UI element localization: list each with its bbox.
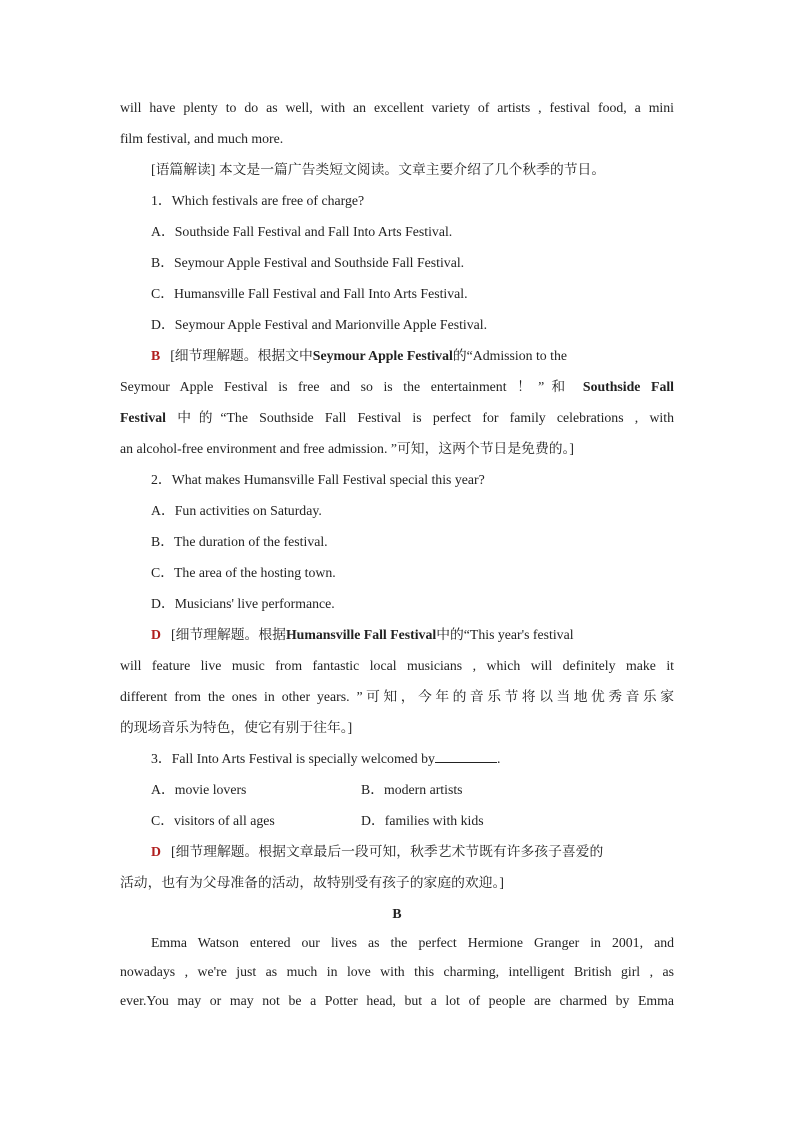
section-b-line-1: Emma Watson entered our lives as the perfect Hermione Granger in 2001, and xyxy=(151,935,674,950)
q3-expl-text: [细节理解题。根据文章最后一段可知，秋季艺术节既有许多孩子喜爱的 xyxy=(170,844,604,859)
question-1-option-a: A．Southside Fall Festival and Fall Into Arts Festival. xyxy=(151,224,453,239)
question-2-explanation-line-3: different from the ones in other years. ”可知，今年的音乐节将以当地优秀音乐家 xyxy=(120,689,674,704)
passage-analysis xyxy=(120,156,674,187)
q1-expl-line2-text: Seymour Apple Festival is free and so is the entertainment ！”和 xyxy=(120,379,573,394)
question-1-explanation-line-2 xyxy=(120,373,674,404)
q2-expl-text: [细节理解题。根据 xyxy=(170,627,286,642)
q2-expl-bold: Humansville Fall Festival xyxy=(285,627,437,642)
q1-expl-bold: Seymour Apple Festival xyxy=(312,348,453,363)
document-content xyxy=(120,94,674,1016)
question-1-option-d: D．Seymour Apple Festival and Marionville Apple Festival. xyxy=(151,317,488,332)
q3-stem-period: . xyxy=(496,751,501,766)
q2-expl-text-2: 中的“This year's festival xyxy=(436,627,574,642)
q1-expl-line3-text: 中的“The Southside Fall Festival is perfect for family celebrations , with xyxy=(177,410,674,425)
question-3-options-row-2 xyxy=(120,807,674,838)
question-1-option-b: B．Seymour Apple Festival and Southside Fall Festival. xyxy=(151,255,465,270)
q3-stem-text: 3．Fall Into Arts Festival is specially welcomed by xyxy=(151,751,435,766)
question-1-option-c: C．Humansville Fall Festival and Fall Into Arts Festival. xyxy=(151,286,468,301)
q1-expl-line3-bold: Festival xyxy=(120,410,166,425)
section-b-line-2: nowadays , we're just as much in love with this charming, intelligent British girl , as xyxy=(120,964,674,979)
question-2-explanation-line-1 xyxy=(120,621,674,652)
analysis-label: [语篇解读] xyxy=(151,162,216,177)
question-2-stem: 2．What makes Humansville Fall Festival special this year? xyxy=(151,472,485,487)
q1-expl-line2-bold: Southside Fall xyxy=(582,379,674,394)
question-1-answer: B xyxy=(151,348,161,363)
intro-line-1: will have plenty to do as well, with an excellent variety of artists , festival food, a mini xyxy=(120,100,674,115)
question-3-options-row-1 xyxy=(120,776,674,807)
question-1-explanation-line-4: an alcohol-free environment and free admission. ”可知，这两个节日是免费的。] xyxy=(120,441,575,456)
q1-expl-text: [细节理解题。根据文中 xyxy=(170,348,313,363)
question-3-option-b: B．modern artists xyxy=(361,782,463,797)
q1-expl-text-2: 的“Admission to the xyxy=(452,348,568,363)
question-2-option-a: A．Fun activities on Saturday. xyxy=(151,503,322,518)
answer-blank xyxy=(435,748,497,763)
question-3-option-c: C．visitors of all ages xyxy=(151,813,275,828)
question-3-explanation-line-2: 活动，也有为父母准备的活动，故特别受有孩子的家庭的欢迎。] xyxy=(120,875,505,890)
question-3-explanation-line-1 xyxy=(120,838,674,869)
intro-line-2: film festival, and much more. xyxy=(120,131,284,146)
analysis-text: 本文是一篇广告类短文阅读。文章主要介绍了几个秋季的节日。 xyxy=(218,162,606,177)
section-b-heading: B xyxy=(392,906,402,921)
question-1-explanation-line-1 xyxy=(120,342,674,373)
question-3-option-a: A．movie lovers xyxy=(151,782,247,797)
question-2-option-c: C．The area of the hosting town. xyxy=(151,565,336,580)
section-b-line-3: ever.You may or may not be a Potter head, but a lot of people are charmed by Emma xyxy=(120,993,674,1008)
question-1-stem: 1．Which festivals are free of charge? xyxy=(151,193,365,208)
question-2-answer: D xyxy=(151,627,161,642)
question-1-explanation-line-3 xyxy=(120,404,674,435)
question-2-option-b: B．The duration of the festival. xyxy=(151,534,328,549)
question-3-stem xyxy=(120,745,674,776)
question-2-explanation-line-4: 的现场音乐为特色，使它有别于往年。] xyxy=(120,720,353,735)
question-2-explanation-line-2: will feature live music from fantastic local musicians , which will definitely make it xyxy=(120,658,674,673)
question-3-answer: D xyxy=(151,844,161,859)
question-3-option-d: D．families with kids xyxy=(361,813,484,828)
question-2-option-d: D．Musicians' live performance. xyxy=(151,596,335,611)
